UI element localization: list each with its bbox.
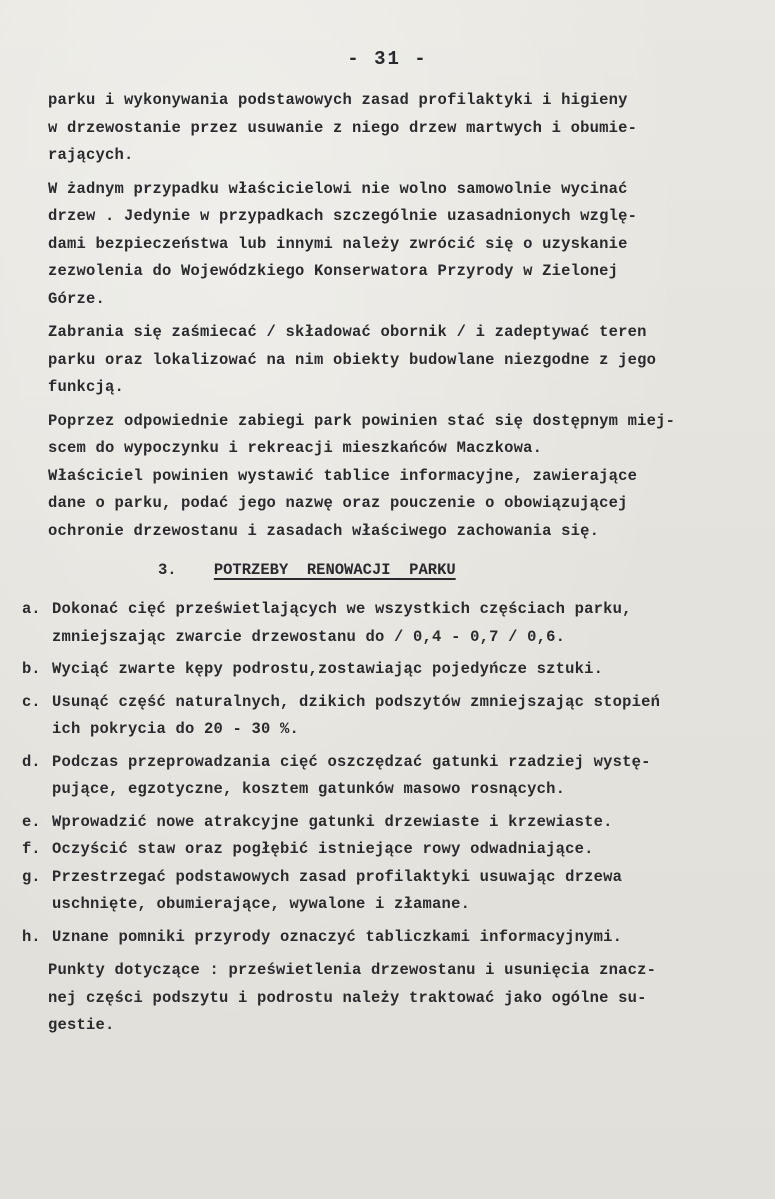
text-line: scem do wypoczynku i rekreacji mieszkańców Maczkowa. [48,439,543,457]
list-item-label: g. [22,867,41,886]
section-title: POTRZEBY RENOWACJI PARKU [213,561,456,579]
list-item-label: b. [22,660,41,678]
list-item-label: c. [22,692,41,711]
text-line: Oczyścić staw oraz pogłębić istniejące rowy odwadniające. [52,840,594,858]
list-item [22,749,758,804]
text-line: Wprowadzić nowe atrakcyjne gatunki drzewiaste i krzewiaste. [52,812,613,831]
text-line: drzew . Jedynie w przypadkach szczególnie uzasadnionych wzglę- [48,207,638,225]
text-line: Usunąć część naturalnych, dzikich podszytów zmniejszając stopień [52,692,661,711]
page-number: - 31 - [347,48,428,70]
text-line: Uznane pomniki przyrody oznaczyć tabliczkami informacyjnymi. [52,927,623,946]
text-line: zmniejszając zwarcie drzewostanu do / 0,4 - 0,7 / 0,6. [52,627,566,646]
text-line: Zabrania się zaśmiecać / składować obornik / i zadeptywać teren [48,323,647,341]
text-line: Przestrzegać podstawowych zasad profilaktyki usuwając drzewa [52,867,623,886]
list-item [22,809,758,837]
text-line: uschnięte, obumierające, wywalone i złamane. [52,895,471,913]
list-item [22,656,758,684]
text-line: Punkty dotyczące : prześwietlenia drzewostanu i usunięcia znacz- [48,961,657,979]
text-line: Dokonać cięć prześwietlających we wszystkich częściach parku, [52,600,632,618]
list-item-label: h. [22,927,41,946]
list-item-label: e. [22,812,41,831]
text-line: ich pokrycia do 20 - 30 %. [52,720,300,738]
list-item [22,924,758,952]
list-item-label: f. [22,840,41,858]
section-number: 3. [158,561,177,579]
text-line: Właściciel powinien wystawić tablice informacyjne, zawierające [48,466,638,485]
list-item [22,596,758,651]
text-line: Wyciąć zwarte kępy podrostu,zostawiając pojedyńcze sztuki. [52,660,604,678]
text-line: pujące, egzotyczne, kosztem gatunków masowo rosnących. [52,780,566,798]
text-line: Górze. [48,289,106,308]
list-item [22,689,758,744]
text-line: zezwolenia do Wojewódzkiego Konserwatora Przyrody w Zielonej [48,262,619,280]
text-line: Podczas przeprowadzania cięć oszczędzać gatunki rzadziej wystę- [52,752,651,771]
document-body [22,87,758,1040]
text-line: w drzewostanie przez usuwanie z niego drzew martwych i obumie- [48,118,638,137]
list-item-label: a. [22,600,41,618]
paragraph [48,463,758,546]
text-line: dane o parku, podać jego nazwę oraz pouczenie o obowiązującej [48,494,628,512]
section-heading [158,557,758,584]
text-line: gestie. [48,1016,115,1034]
text-line: parku i wykonywania podstawowych zasad profilaktyki i higieny [48,91,628,109]
text-line: parku oraz lokalizować na nim obiekty budowlane niezgodne z jego [48,350,657,369]
text-line: W żadnym przypadku właścicielowi nie wolno samowolnie wycinać [48,179,628,198]
paragraph [48,87,758,170]
list-item [22,836,758,864]
paragraph [48,408,758,463]
text-line: Poprzez odpowiednie zabiegi park powinien stać się dostępnym miej- [48,411,676,430]
text-line: nej części podszytu i podrostu należy traktować jako ogólne su- [48,988,647,1007]
list-item-label: d. [22,752,41,771]
list-item [22,864,758,919]
text-line: ochronie drzewostanu i zasadach właściwego zachowania się. [48,521,600,540]
text-line: dami bezpieczeństwa lub innymi należy zwrócić się o uzyskanie [48,234,628,253]
text-line: funkcją. [48,378,125,396]
text-line: rających. [48,146,134,164]
paragraph [48,319,758,402]
closing-paragraph [48,957,758,1040]
paragraph [48,176,758,314]
